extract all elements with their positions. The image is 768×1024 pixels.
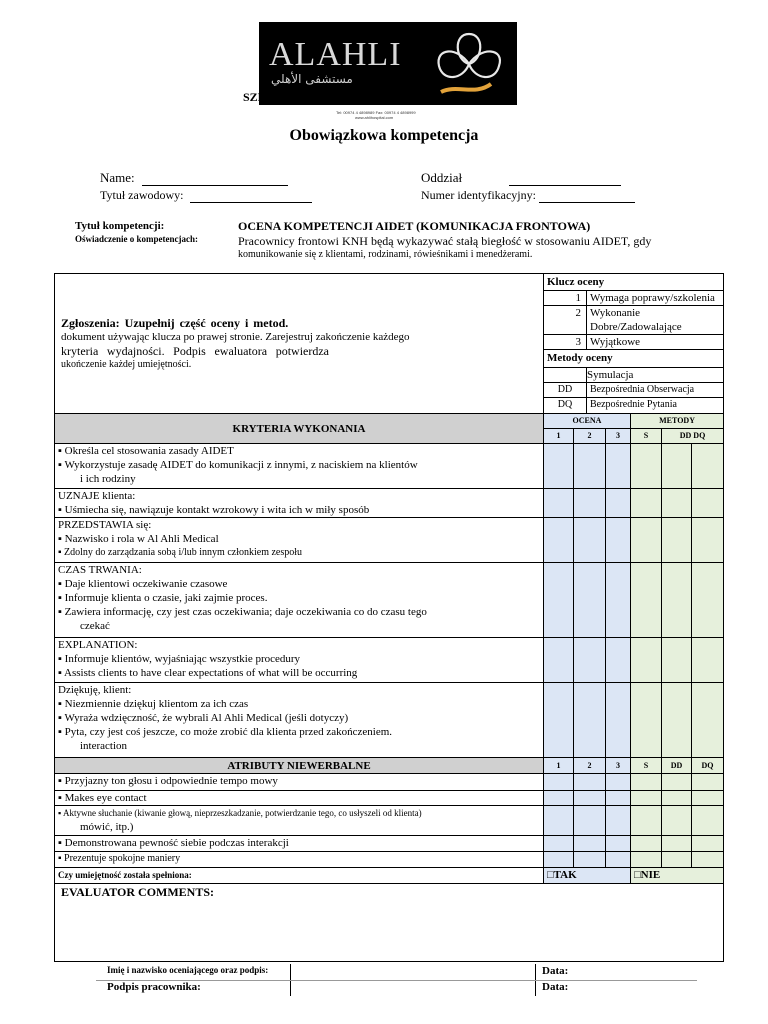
contact-line: Tel: 00974 4 4898989 Fax: 00974 4 4898999 xyxy=(336,110,416,115)
score-cell[interactable] xyxy=(544,444,574,489)
department-field[interactable] xyxy=(421,170,621,186)
method-cell[interactable] xyxy=(662,489,692,518)
score-cell[interactable] xyxy=(544,489,574,518)
score-cell[interactable] xyxy=(606,791,631,806)
key-text-3: Wyjątkowe xyxy=(587,335,724,350)
methods-header: METODY xyxy=(631,414,724,429)
job-title-label: Tytuł zawodowy: xyxy=(100,188,184,202)
rating-header: OCENA xyxy=(544,414,631,429)
score-cell[interactable] xyxy=(574,852,606,868)
logo-emblem-icon xyxy=(427,26,511,102)
criteria-item: ▪ Nazwisko i rola w Al Ahli Medical xyxy=(58,533,219,545)
method-code-1 xyxy=(544,368,587,383)
score-cell[interactable] xyxy=(544,806,574,836)
nonverbal-item-cont: mówić, itp.) xyxy=(80,821,134,833)
method-code-3: DQ xyxy=(544,398,587,414)
evaluator-signature-label: Imię i nazwisko oceniającego oraz podpis: xyxy=(107,965,269,975)
criteria-item: ▪ Informuje klientów, wyjaśniając wszystkie procedury xyxy=(58,653,301,665)
section-title: CZAS TRWANIA: xyxy=(58,564,142,576)
criteria-section-explanation xyxy=(55,638,544,683)
method-cell[interactable] xyxy=(662,563,692,638)
nonverbal-item: ▪ Makes eye contact xyxy=(55,791,544,806)
score-cell[interactable] xyxy=(544,774,574,791)
method-cell[interactable] xyxy=(631,791,662,806)
score-cell[interactable] xyxy=(574,444,606,489)
criteria-header: KRYTERIA WYKONANIA xyxy=(55,414,544,444)
method-cell[interactable] xyxy=(692,444,724,489)
score-cell[interactable] xyxy=(544,852,574,868)
method-cell[interactable] xyxy=(662,683,692,758)
criteria-item: czekać xyxy=(80,620,110,632)
score-cell[interactable] xyxy=(606,683,631,758)
method-cell[interactable] xyxy=(692,683,724,758)
criteria-item: ▪ Pyta, czy jest coś jeszcze, co może zrobić dla klienta przed zakończeniem. xyxy=(58,726,393,738)
score-cell[interactable] xyxy=(606,444,631,489)
method-cell[interactable] xyxy=(692,791,724,806)
section-title: PRZEDSTAWIA się: xyxy=(58,519,152,531)
criteria-item: ▪ Daje klientowi oczekiwanie czasowe xyxy=(58,578,228,590)
instructions-line1: dokument używając klucza po prawej stronie. Zarejestruj zakończenie każdego xyxy=(61,330,410,343)
criteria-item: ▪ Uśmiecha się, nawiązuje kontakt wzrokowy i wita ich w miły sposób xyxy=(58,504,370,516)
key-num-1: 1 xyxy=(544,291,587,306)
method-text-1: Symulacja xyxy=(587,368,724,383)
competency-title-label: Tytuł kompetencji: xyxy=(75,220,165,232)
evaluator-date-label: Data: xyxy=(542,965,569,977)
col-2: 2 xyxy=(574,429,606,444)
skill-met-question: Czy umiejętność została spełniona: xyxy=(55,868,544,884)
nv-col-1: 1 xyxy=(544,758,574,774)
instructions-line3: ukończenie każdej umiejętności. xyxy=(61,358,192,370)
instructions-cell xyxy=(55,274,544,414)
method-cell[interactable] xyxy=(692,836,724,852)
method-cell[interactable] xyxy=(662,836,692,852)
method-cell[interactable] xyxy=(631,836,662,852)
key-text-2: Wykonanie Dobre/Zadowalające xyxy=(587,306,724,335)
criteria-item: ▪ Assists clients to have clear expectations of what will be occurring xyxy=(58,667,358,679)
skill-met-yes-checkbox[interactable]: □TAK xyxy=(544,868,631,884)
method-cell[interactable] xyxy=(692,489,724,518)
score-cell[interactable] xyxy=(544,638,574,683)
logo-brand-text: ALAHLI xyxy=(269,36,402,73)
section-title: Dziękuję, klient: xyxy=(58,684,132,696)
method-cell[interactable] xyxy=(631,518,662,563)
name-label: Name: xyxy=(100,170,135,185)
method-cell[interactable] xyxy=(692,774,724,791)
instructions-heading: Zgłoszenia: Uzupełnij część oceny i metod. xyxy=(61,315,289,330)
criteria-item: i ich rodziny xyxy=(80,473,136,485)
key-num-3: 3 xyxy=(544,335,587,350)
method-cell[interactable] xyxy=(662,444,692,489)
id-number-field[interactable] xyxy=(421,188,635,203)
method-cell[interactable] xyxy=(662,774,692,791)
hospital-logo xyxy=(259,22,517,105)
page-title: Obowiązkowa kompetencja xyxy=(289,127,479,144)
score-cell[interactable] xyxy=(574,563,606,638)
competency-statement-line2: komunikowanie się z klientami, rodzinami, rówieśnikami i menedżerami. xyxy=(238,249,533,260)
criteria-item: ▪ Niezmiennie dziękuj klientom za ich czas xyxy=(58,698,249,710)
skill-met-no-checkbox[interactable]: □NIE xyxy=(631,868,724,884)
method-cell[interactable] xyxy=(662,852,692,868)
methods-title: Metody oceny xyxy=(544,350,723,368)
department-label: Oddział xyxy=(421,170,463,185)
evaluator-signature-field[interactable] xyxy=(291,965,534,980)
section-title: UZNAJE klienta: xyxy=(58,490,136,502)
criteria-item: ▪ Zdolny do zarządzania sobą i/lub innym członkiem zespołu xyxy=(58,547,303,558)
col-dd-dq: DD DQ xyxy=(662,429,724,444)
method-text-2: Bezpośrednia Obserwacja xyxy=(587,383,724,398)
criteria-item: interaction xyxy=(80,740,128,752)
id-number-line[interactable] xyxy=(539,189,635,203)
employee-signature-label: Podpis pracownika: xyxy=(107,981,201,993)
job-title-line[interactable] xyxy=(190,189,312,203)
score-cell[interactable] xyxy=(606,836,631,852)
criteria-item: ▪ Określa cel stosowania zasady AIDET xyxy=(58,445,234,457)
score-cell[interactable] xyxy=(574,806,606,836)
instructions-line2: kryteria wydajności. Podpis ewaluatora potwierdza xyxy=(61,343,329,358)
method-cell[interactable] xyxy=(662,638,692,683)
method-cell[interactable] xyxy=(692,638,724,683)
method-cell[interactable] xyxy=(692,806,724,836)
key-title: Klucz oceny xyxy=(544,274,723,291)
score-cell[interactable] xyxy=(606,518,631,563)
nv-col-s: S xyxy=(631,758,662,774)
score-cell[interactable] xyxy=(606,852,631,868)
score-cell[interactable] xyxy=(544,683,574,758)
method-cell[interactable] xyxy=(631,774,662,791)
criteria-item: ▪ Informuje klienta o czasie, jaki zajmie proces. xyxy=(58,592,268,604)
score-cell[interactable] xyxy=(544,563,574,638)
criteria-item: ▪ Wykorzystuje zasadę AIDET do komunikacji z innymi, z naciskiem na klientów xyxy=(58,459,418,471)
employee-signature-field[interactable] xyxy=(291,981,534,996)
method-cell[interactable] xyxy=(662,518,692,563)
competency-statement-line1: Pracownicy frontowi KNH będą wykazywać stałą biegłość w stosowaniu AIDET, gdy xyxy=(238,234,652,248)
score-cell[interactable] xyxy=(574,774,606,791)
score-cell[interactable] xyxy=(544,836,574,852)
col-s: S xyxy=(631,429,662,444)
method-code-2: DD xyxy=(544,383,587,398)
score-cell[interactable] xyxy=(606,563,631,638)
logo-arabic-text: مستشفى الأهلي xyxy=(271,72,353,86)
name-field[interactable] xyxy=(100,170,288,186)
name-line[interactable] xyxy=(142,171,288,186)
criteria-section-acknowledge xyxy=(55,489,544,518)
criteria-section-introduce xyxy=(55,518,544,563)
nonverbal-item: ▪ Demonstrowana pewność siebie podczas interakcji xyxy=(55,836,544,852)
score-cell[interactable] xyxy=(574,791,606,806)
key-text-1: Wymaga poprawy/szkolenia xyxy=(587,291,724,306)
department-line[interactable] xyxy=(509,171,621,186)
method-cell[interactable] xyxy=(662,806,692,836)
nv-col-dq: DQ xyxy=(692,758,724,774)
criteria-item: ▪ Zawiera informację, czy jest czas oczekiwania; daje oczekiwania co do czasu tego xyxy=(58,606,427,618)
nonverbal-item: ▪ Przyjazny ton głosu i odpowiednie tempo mowy xyxy=(55,774,544,791)
method-cell[interactable] xyxy=(631,563,662,638)
rating-key-cell xyxy=(544,274,724,414)
section-title: EXPLANATION: xyxy=(58,639,138,651)
method-cell[interactable] xyxy=(692,563,724,638)
method-cell[interactable] xyxy=(692,518,724,563)
nonverbal-header: ATRIBUTY NIEWERBALNE xyxy=(55,758,544,774)
criteria-section-aidet xyxy=(55,444,544,489)
score-cell[interactable] xyxy=(606,638,631,683)
job-title-field[interactable] xyxy=(100,188,312,203)
score-cell[interactable] xyxy=(544,518,574,563)
criteria-item: ▪ Wyraża wdzięczność, że wybrali Al Ahli Medical (jeśli dotyczy) xyxy=(58,712,349,724)
key-num-2: 2 xyxy=(544,306,587,335)
evaluator-comments-box[interactable]: EVALUATOR COMMENTS: xyxy=(55,884,724,962)
col-1: 1 xyxy=(544,429,574,444)
method-text-3: Bezpośrednie Pytania xyxy=(590,399,677,410)
rating-key-table xyxy=(544,274,723,413)
method-cell[interactable] xyxy=(631,489,662,518)
nv-col-2: 2 xyxy=(574,758,606,774)
score-cell[interactable] xyxy=(606,489,631,518)
criteria-section-thank-you xyxy=(55,683,544,758)
method-cell[interactable] xyxy=(631,806,662,836)
score-cell[interactable] xyxy=(606,806,631,836)
website-line: www.ahlihospital.com xyxy=(355,115,394,120)
score-cell[interactable] xyxy=(574,518,606,563)
nonverbal-item: ▪ Aktywne słuchanie (kiwanie głową, nieprzeszkadzanie, potwierdzanie tego, co usłyszeli od klienta) xyxy=(58,808,422,818)
score-cell[interactable] xyxy=(574,638,606,683)
score-cell[interactable] xyxy=(574,836,606,852)
score-cell[interactable] xyxy=(574,489,606,518)
method-cell[interactable] xyxy=(631,852,662,868)
method-cell[interactable] xyxy=(631,683,662,758)
score-cell[interactable] xyxy=(544,791,574,806)
nonverbal-item: ▪ Prezentuje spokojne maniery xyxy=(55,852,544,868)
nv-col-3: 3 xyxy=(606,758,631,774)
nv-col-dd: DD xyxy=(662,758,692,774)
score-cell[interactable] xyxy=(606,774,631,791)
score-cell[interactable] xyxy=(574,683,606,758)
method-cell[interactable] xyxy=(631,638,662,683)
doc-code: SZP xyxy=(243,90,266,104)
criteria-section-duration xyxy=(55,563,544,638)
nonverbal-item-listening xyxy=(55,806,544,836)
assessment-table xyxy=(54,273,724,962)
method-cell[interactable] xyxy=(631,444,662,489)
id-number-label: Numer identyfikacyjny: xyxy=(421,188,536,202)
competency-statement-label: Oświadczenie o kompetencjach: xyxy=(75,234,198,244)
col-3: 3 xyxy=(606,429,631,444)
method-cell[interactable] xyxy=(692,852,724,868)
competency-title-value: OCENA KOMPETENCJI AIDET (KOMUNIKACJA FRONTOWA) xyxy=(238,219,591,233)
employee-date-label: Data: xyxy=(542,981,569,993)
method-cell[interactable] xyxy=(662,791,692,806)
